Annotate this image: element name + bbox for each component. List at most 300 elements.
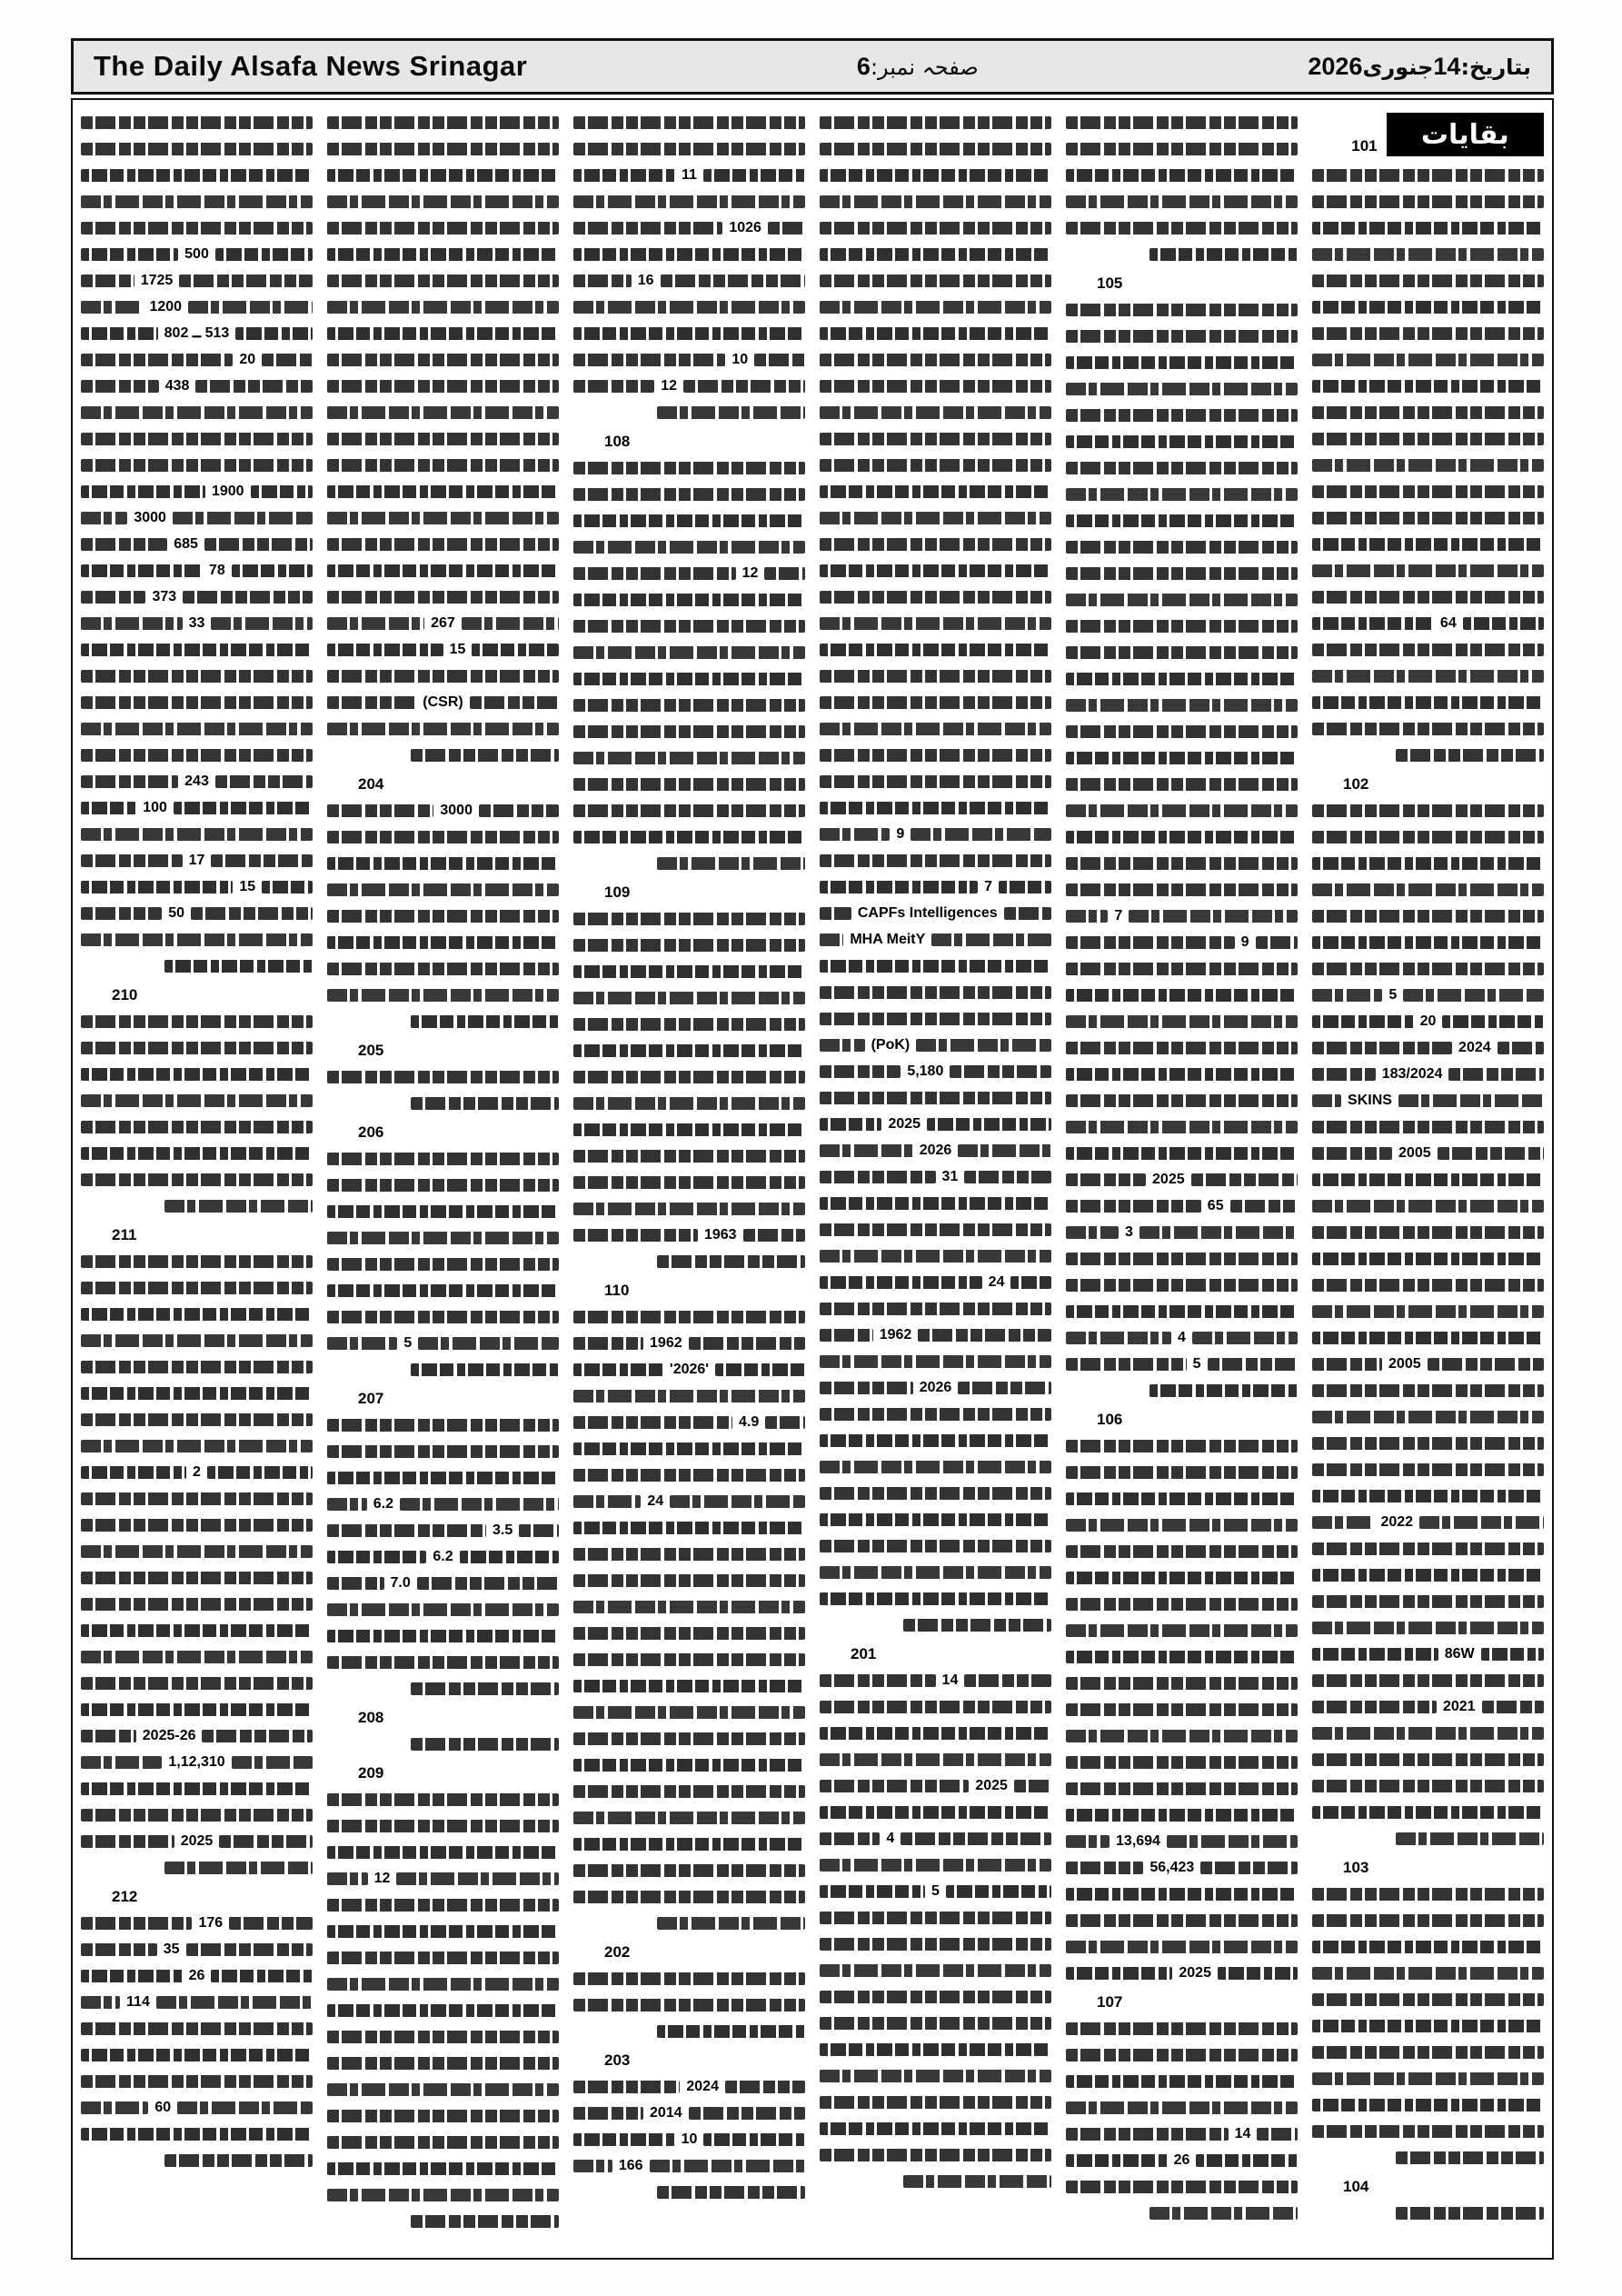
continuation-number: 104 [1343, 2178, 1369, 2195]
text-line [820, 768, 1051, 794]
script-texture [820, 1092, 1051, 1104]
inline-figure: 14 [1234, 2125, 1251, 2141]
script-texture [81, 1121, 313, 1133]
script-texture [81, 1519, 313, 1532]
text-line [820, 663, 1051, 689]
text-line [327, 109, 559, 135]
text-line [327, 1224, 559, 1251]
text-line [81, 663, 313, 689]
script-texture [820, 1250, 1051, 1263]
text-line [573, 744, 805, 771]
text-line [327, 557, 559, 584]
text-line [573, 560, 805, 586]
script-texture [918, 1329, 1051, 1342]
script-texture [946, 1885, 1051, 1898]
news-column [820, 109, 1051, 2249]
text-line [1312, 1720, 1544, 1746]
inline-figure: 4.9 [739, 1413, 760, 1430]
script-texture [1066, 1440, 1298, 1452]
script-texture [1066, 169, 1298, 182]
inline-figure: (PoK) [871, 1036, 911, 1053]
script-texture [327, 1498, 367, 1511]
text-line [1066, 1219, 1298, 1245]
script-texture [820, 1859, 1051, 1872]
text-line [573, 109, 805, 135]
text-line [1066, 1351, 1298, 1377]
text-line [1066, 241, 1298, 267]
script-texture [820, 881, 978, 893]
inline-figure: 2024 [1458, 1039, 1491, 1055]
text-line [1312, 294, 1544, 320]
script-texture [964, 1674, 1051, 1687]
script-texture [1066, 2049, 1298, 2061]
text-line [820, 1216, 1051, 1243]
script-texture [81, 1651, 313, 1663]
news-column [327, 109, 559, 2249]
script-texture [768, 222, 805, 235]
script-texture [1312, 1384, 1544, 1397]
script-texture [1312, 2099, 1544, 2111]
script-texture [1066, 1332, 1171, 1344]
article-text-block [820, 109, 1051, 1638]
script-texture [1312, 804, 1544, 817]
script-texture [327, 804, 433, 817]
news-column [81, 109, 313, 2249]
text-line [1312, 215, 1544, 241]
script-texture [573, 1522, 805, 1534]
inline-figure: 15 [449, 641, 466, 657]
script-texture [183, 591, 313, 604]
script-texture [418, 1337, 559, 1350]
text-line [327, 1649, 559, 1675]
article-text-block [573, 1965, 805, 2044]
text-line [327, 797, 559, 824]
text-line [81, 2068, 313, 2094]
text-line [820, 926, 1051, 953]
text-line [327, 478, 559, 504]
text-line [1312, 850, 1544, 876]
script-texture [916, 1039, 1051, 1052]
text-line [327, 294, 559, 320]
script-texture [262, 881, 313, 893]
script-texture [81, 881, 233, 893]
text-line [820, 1904, 1051, 1931]
script-texture [820, 1566, 1051, 1579]
text-line [81, 1274, 313, 1301]
inline-figure: 7 [984, 878, 992, 894]
text-line [327, 425, 559, 452]
script-texture [820, 1964, 1051, 1977]
script-texture [573, 1071, 805, 1083]
script-texture [820, 907, 851, 920]
script-texture [1312, 1674, 1544, 1687]
script-texture [573, 594, 805, 606]
text-line [1312, 1746, 1544, 1772]
text-line [820, 1480, 1051, 1506]
continuation-number: 207 [358, 1390, 384, 1407]
text-line [1066, 349, 1298, 375]
text-line [573, 1646, 805, 1672]
issue-date [1308, 53, 1531, 81]
script-texture [1066, 1730, 1298, 1742]
script-texture [81, 327, 158, 340]
text-line [81, 873, 313, 900]
text-line [1066, 454, 1298, 481]
inline-figure: 6.2 [373, 1495, 393, 1512]
script-texture [81, 1255, 313, 1268]
script-texture [164, 2154, 313, 2167]
text-line [573, 1195, 805, 1222]
text-line [1312, 636, 1544, 663]
script-texture [573, 2133, 675, 2146]
inline-figure: MHA MeitY [850, 931, 926, 947]
text-line [327, 663, 559, 689]
script-texture [820, 1382, 913, 1394]
script-texture [81, 222, 313, 235]
text-line [820, 1746, 1051, 1772]
script-texture [1312, 1411, 1544, 1423]
script-texture [657, 1917, 805, 1930]
text-line [573, 905, 805, 932]
script-texture [1066, 356, 1298, 369]
inline-figure: 2024 [686, 2078, 719, 2094]
text-line [1312, 1219, 1544, 1245]
text-line [81, 1166, 313, 1193]
script-texture [820, 2043, 1051, 2056]
script-texture [1396, 1832, 1544, 1845]
script-texture [703, 2133, 805, 2146]
script-texture [81, 1677, 313, 1690]
text-line [820, 1243, 1051, 1269]
inline-figure: 56,423 [1149, 1859, 1195, 1875]
text-line [820, 1401, 1051, 1427]
text-line [327, 2023, 559, 2050]
text-line [820, 241, 1051, 267]
inline-figure: 15 [239, 878, 256, 894]
inline-figure: 12 [741, 564, 759, 581]
text-line [1312, 1403, 1544, 1430]
script-texture [657, 2025, 805, 2038]
inline-figure: 2025 [975, 1777, 1008, 1793]
text-line [1066, 2068, 1298, 2094]
script-texture [1167, 1835, 1298, 1848]
script-texture [573, 699, 805, 712]
text-line [81, 926, 313, 953]
text-line [573, 1778, 805, 1804]
script-texture [1312, 696, 1544, 709]
text-line [1066, 1272, 1298, 1298]
text-line [81, 1248, 313, 1274]
inline-figure: 2022 [1380, 1513, 1414, 1530]
script-texture [573, 1680, 805, 1692]
script-texture [411, 2215, 559, 2228]
text-line [327, 955, 559, 982]
script-texture [1312, 723, 1544, 735]
text-line [573, 692, 805, 718]
news-column [573, 109, 805, 2249]
text-line [327, 1438, 559, 1464]
script-texture [327, 857, 559, 870]
script-texture [573, 1363, 663, 1376]
script-texture [1066, 1914, 1298, 1927]
text-line [327, 1303, 559, 1330]
inline-figure: 183/2024 [1381, 1065, 1443, 1082]
text-line [327, 135, 559, 162]
script-texture [1312, 1068, 1376, 1081]
script-texture [81, 670, 313, 683]
text-line [1312, 663, 1544, 689]
text-line [1066, 1881, 1298, 1907]
script-texture [327, 1258, 559, 1271]
script-texture [470, 696, 559, 709]
article-text-block [820, 1667, 1051, 2194]
text-line [573, 1462, 805, 1488]
text-line [1312, 2012, 1544, 2039]
date-day: 14 [1433, 52, 1461, 80]
script-texture [396, 1872, 559, 1885]
script-texture [1066, 1782, 1298, 1795]
inline-figure: 100 [143, 799, 167, 815]
script-texture [573, 2081, 680, 2093]
script-texture [81, 1308, 313, 1321]
text-line [820, 1957, 1051, 1983]
text-line [81, 425, 313, 452]
text-line [327, 1622, 559, 1649]
text-line [1066, 1960, 1298, 1986]
script-texture [1312, 1305, 1544, 1318]
script-texture [232, 564, 313, 577]
script-texture [1312, 2046, 1544, 2059]
text-line [327, 1464, 559, 1491]
script-texture [195, 380, 313, 393]
inline-figure: 176 [198, 1914, 224, 1931]
text-line [1066, 1933, 1298, 1960]
script-texture [573, 462, 805, 474]
script-texture [81, 564, 203, 577]
script-texture [820, 380, 1051, 393]
script-texture [573, 567, 736, 580]
script-texture [820, 1118, 881, 1131]
text-line [1312, 1799, 1544, 1825]
script-texture [573, 1627, 805, 1640]
inline-figure: 685 [174, 535, 198, 552]
text-line [820, 953, 1051, 979]
text-line [820, 873, 1051, 900]
text-line [81, 1353, 313, 1380]
script-texture [820, 1039, 865, 1052]
script-texture [327, 538, 559, 551]
text-line [81, 1061, 313, 1087]
script-texture [573, 143, 805, 155]
text-line [573, 797, 805, 824]
script-texture [820, 1885, 925, 1898]
script-texture [1312, 1595, 1544, 1608]
script-texture [657, 406, 805, 419]
script-texture [229, 1917, 313, 1930]
inline-figure: 1962 [879, 1326, 912, 1343]
script-texture [820, 960, 1051, 973]
script-texture [820, 564, 1051, 577]
script-texture [573, 514, 805, 527]
continuation-number: 208 [358, 1709, 384, 1726]
text-line [1066, 1802, 1298, 1828]
text-line [1066, 586, 1298, 613]
script-texture [327, 275, 559, 287]
script-texture [1066, 2101, 1298, 2114]
text-line [1066, 639, 1298, 665]
article-text-block [327, 1412, 559, 1702]
script-texture [81, 1703, 313, 1716]
text-line [81, 1087, 313, 1113]
script-texture [164, 960, 313, 973]
text-line [820, 1005, 1051, 1032]
script-texture [903, 2175, 1051, 2188]
text-line [820, 821, 1051, 847]
text-line [573, 613, 805, 639]
text-line [1066, 718, 1298, 744]
text-line [573, 399, 805, 425]
script-texture [327, 1071, 559, 1083]
inline-figure: 2025 [180, 1832, 214, 1849]
script-texture [327, 1179, 559, 1192]
text-line [81, 794, 313, 821]
script-texture [765, 1416, 805, 1429]
text-line [820, 1825, 1051, 1852]
text-line [820, 2036, 1051, 2062]
text-line [1066, 323, 1298, 349]
script-texture [1312, 1648, 1438, 1661]
text-line [81, 1406, 313, 1433]
script-texture [327, 1551, 426, 1563]
text-line [327, 346, 559, 373]
text-line [820, 2141, 1051, 2168]
text-line [820, 1453, 1051, 1480]
script-texture [1066, 1305, 1298, 1318]
script-texture [1066, 778, 1298, 791]
script-texture [820, 433, 1051, 445]
script-texture [232, 1756, 313, 1769]
script-texture [950, 1065, 1051, 1078]
text-line [820, 2062, 1051, 2089]
script-texture [327, 883, 559, 896]
text-line [81, 1301, 313, 1327]
text-line [1066, 982, 1298, 1008]
text-line [820, 636, 1051, 663]
script-texture [1312, 1226, 1544, 1239]
text-line [1312, 1377, 1544, 1403]
text-line [573, 320, 805, 346]
text-line [1312, 425, 1544, 452]
script-texture [327, 1232, 559, 1244]
script-texture [573, 116, 805, 129]
text-line [1066, 481, 1298, 507]
script-texture [820, 2122, 1051, 2135]
text-line [81, 715, 313, 742]
script-texture [820, 406, 1051, 419]
text-line [1312, 1825, 1544, 1852]
script-texture [174, 802, 313, 814]
text-line [573, 1593, 805, 1620]
text-line [1312, 1008, 1544, 1034]
script-texture [573, 1548, 805, 1561]
text-line [327, 1675, 559, 1702]
script-texture [81, 143, 313, 155]
script-texture [1066, 646, 1298, 659]
script-texture [1066, 1015, 1298, 1028]
text-line [820, 1720, 1051, 1746]
script-texture [81, 1282, 313, 1294]
text-line [1066, 375, 1298, 402]
text-line [1312, 267, 1544, 294]
script-texture [1257, 2128, 1298, 2141]
script-texture [820, 986, 1051, 999]
text-line [573, 507, 805, 534]
script-texture [820, 2070, 1051, 2082]
text-line [327, 903, 559, 929]
script-texture [820, 723, 1051, 735]
text-line [327, 1570, 559, 1596]
inline-figure: 26 [1173, 2151, 1190, 2168]
text-line [573, 1116, 805, 1143]
text-line [1066, 1538, 1298, 1564]
script-texture [573, 1123, 805, 1136]
text-line [81, 478, 313, 504]
text-line [1312, 452, 1544, 478]
text-line [573, 135, 805, 162]
text-line [1066, 402, 1298, 428]
text-line [820, 1693, 1051, 1720]
script-texture [1442, 1015, 1544, 1028]
inline-figure: 5 [1388, 986, 1398, 1003]
article-text-block [81, 1248, 313, 1881]
text-line [1312, 2200, 1544, 2226]
text-line [81, 1643, 313, 1670]
continuation-number: 102 [1343, 775, 1369, 793]
script-texture [211, 854, 313, 867]
text-line [81, 1193, 313, 1219]
text-line [81, 1140, 313, 1166]
script-texture [327, 301, 559, 314]
script-texture [81, 169, 313, 182]
text-line [820, 979, 1051, 1005]
text-line [573, 1011, 805, 1037]
script-texture [573, 301, 805, 314]
text-line [81, 1828, 313, 1854]
script-texture [204, 538, 313, 551]
text-line [573, 1620, 805, 1646]
script-texture [1066, 2154, 1168, 2167]
text-line [327, 1731, 559, 1757]
text-line [327, 1277, 559, 1303]
script-texture [327, 1820, 559, 1832]
text-line [1312, 2118, 1544, 2144]
script-texture [81, 1042, 313, 1054]
text-line [1312, 2144, 1544, 2171]
article-text-block [1312, 797, 1544, 1852]
script-texture [1312, 2072, 1544, 2085]
script-texture [327, 1445, 559, 1458]
text-line [1312, 1298, 1544, 1324]
text-line [573, 1965, 805, 1992]
script-texture [327, 723, 559, 735]
text-line [81, 1910, 313, 1936]
script-texture [462, 617, 559, 630]
text-line [81, 1962, 313, 1989]
script-texture [215, 775, 313, 788]
text-line [573, 1037, 805, 1063]
text-line [1066, 876, 1298, 903]
script-texture [81, 2075, 313, 2088]
